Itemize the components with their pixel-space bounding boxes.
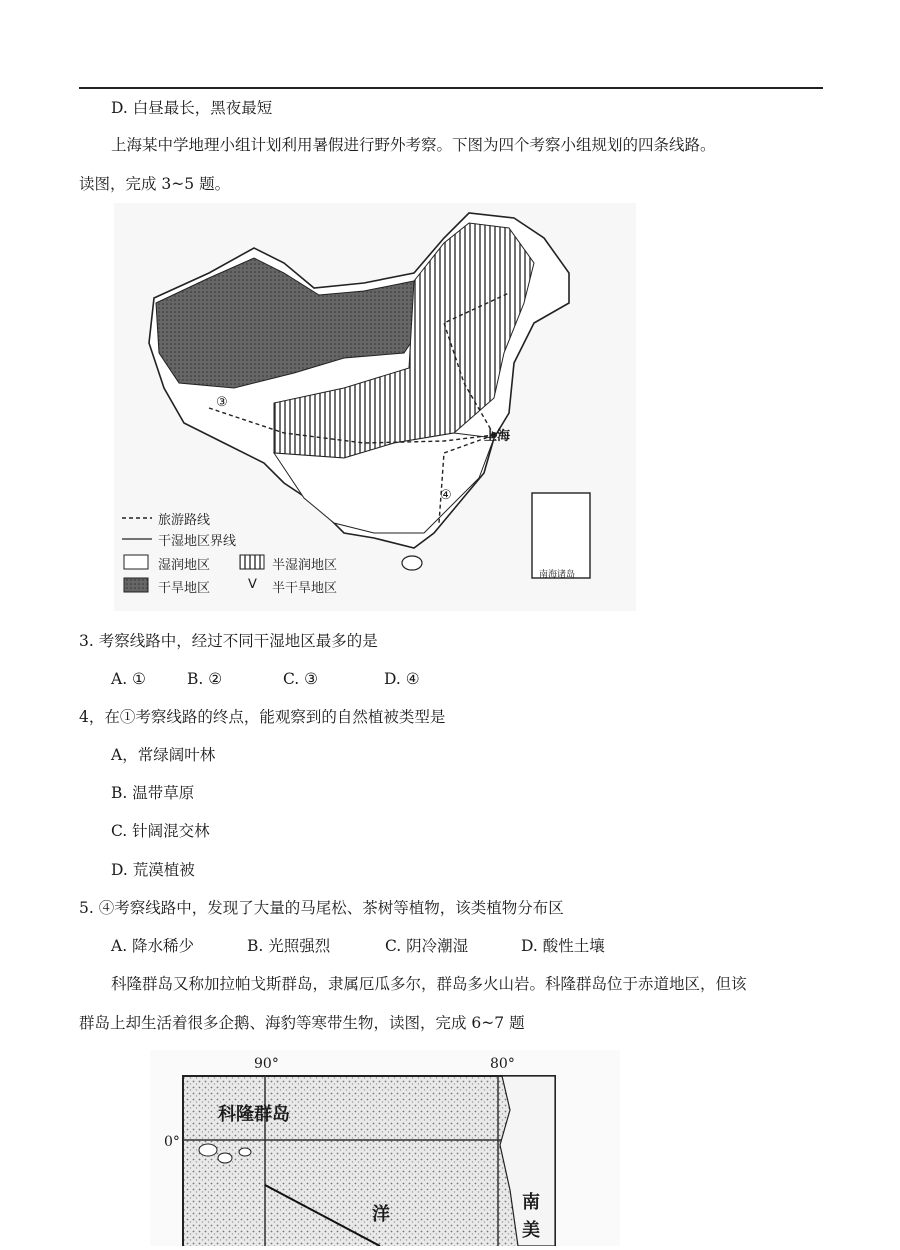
- q3-option-c: C. ③: [283, 670, 319, 688]
- inset-label: 南海诸岛: [539, 570, 576, 580]
- semi-arid-symbol: ᐯ: [248, 577, 257, 592]
- question-4: 4，在①考察线路的终点，能观察到的自然植被类型是: [79, 708, 446, 726]
- q4-option-a: A，常绿阔叶林: [111, 746, 216, 764]
- prev-question-option-d: D. 白昼最长，黑夜最短: [111, 99, 273, 117]
- legend-semi-arid: 半干旱地区: [272, 581, 338, 596]
- galapagos-islands-label: 科隆群岛: [218, 1104, 290, 1125]
- q3-option-b: B. ②: [187, 670, 223, 688]
- q4-option-c: C. 针阔混交林: [111, 822, 210, 840]
- q5-option-a: A. 降水稀少: [111, 937, 195, 955]
- legend-humid: 湿润地区: [158, 558, 211, 573]
- ocean-label: 洋: [372, 1204, 390, 1225]
- passage-intro-line-1: 上海某中学地理小组计划利用暑假进行野外考察。下图为四个考察小组规划的四条线路。: [111, 136, 716, 154]
- header-rule: [79, 87, 823, 89]
- q3-option-a: A. ①: [111, 670, 146, 688]
- passage-2-line-2: 群岛上却生活着很多企鹅、海豹等寒带生物，读图，完成 6~7 题: [79, 1014, 525, 1032]
- q5-option-c: C. 阴冷潮湿: [385, 937, 469, 955]
- legend-route: 旅游路线: [158, 513, 211, 528]
- q3-option-d: D. ④: [384, 670, 420, 688]
- q5-option-d: D. 酸性土壤: [521, 937, 605, 955]
- q5-option-b: B. 光照强烈: [247, 937, 331, 955]
- latitude-0-label: 0°: [164, 1134, 180, 1150]
- passage-intro-line-2: 读图，完成 3~5 题。: [79, 175, 231, 193]
- hainan-island: [402, 556, 422, 570]
- legend-semi-humid: 半湿润地区: [272, 558, 338, 573]
- question-3: 3. 考察线路中，经过不同干湿地区最多的是: [79, 632, 378, 650]
- china-route-map: [114, 203, 636, 611]
- route-4-marker: ④: [440, 488, 452, 503]
- route-3-marker: ③: [216, 395, 228, 410]
- legend-arid: 干旱地区: [158, 581, 211, 596]
- legend-boundary: 干湿地区界线: [158, 534, 237, 549]
- longitude-80-label: 80°: [490, 1056, 515, 1072]
- galapagos-map: [150, 1050, 620, 1246]
- shanghai-label: 上海: [484, 429, 511, 444]
- q4-option-d: D. 荒漠植被: [111, 861, 195, 879]
- inset-box: [532, 493, 590, 578]
- question-5: 5. ④考察线路中，发现了大量的马尾松、茶树等植物，该类植物分布区: [79, 899, 564, 917]
- continent-label-1: 南: [522, 1192, 540, 1213]
- continent-label-2: 美: [522, 1220, 540, 1241]
- china-map-drawing: [114, 203, 636, 611]
- passage-2-line-1: 科隆群岛又称加拉帕戈斯群岛，隶属厄瓜多尔，群岛多火山岩。科隆群岛位于赤道地区，但该: [111, 975, 747, 993]
- longitude-90-label: 90°: [254, 1056, 279, 1072]
- q4-option-b: B. 温带草原: [111, 784, 195, 802]
